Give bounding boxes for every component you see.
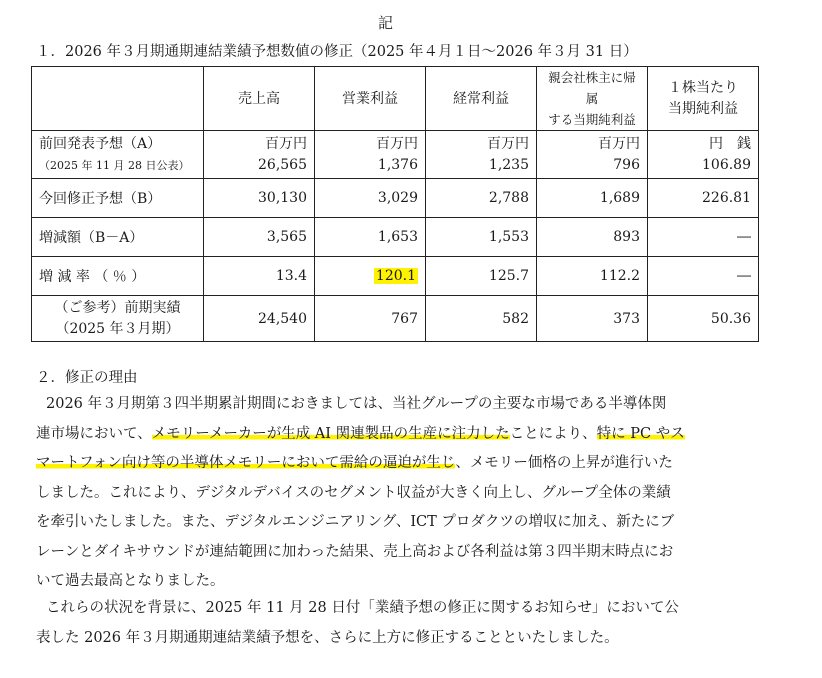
col-header-net-income-line2: する当期純利益 <box>548 112 636 127</box>
col-header-sales: 売上高 <box>204 67 315 131</box>
cell-chg-eps: ― <box>648 218 759 257</box>
cell-prev-eps <box>648 131 759 179</box>
col-header-net-income-line1: 親会社株主に帰属 <box>548 70 636 106</box>
paragraph-line: を牽引いたしました。また、デジタルエンジニアリング、ICT プロダクツの増収に加え、新たにブ <box>36 514 675 530</box>
cell-prior-sales: 24,540 <box>204 296 315 342</box>
col-header-operating-profit: 営業利益 <box>315 67 426 131</box>
unit-text: 百万円 <box>265 135 307 152</box>
unit-text: 円 銭 <box>709 135 751 152</box>
cell-rate-sales: 13.4 <box>204 257 315 296</box>
col-header-ordinary-profit: 経常利益 <box>426 67 537 131</box>
cell-rate-operating <box>315 257 426 296</box>
reason-paragraph <box>36 390 776 597</box>
row-label-prior-year <box>32 296 204 342</box>
unit-text: 百万円 <box>598 135 640 152</box>
highlighted-text: メモリーメーカーが生成 AI 関連製品の生産に注力した <box>151 425 510 442</box>
forecast-revision-table <box>31 66 759 342</box>
col-header-net-income <box>537 67 648 131</box>
cell-prior-net: 373 <box>537 296 648 342</box>
cell-chg-operating: 1,653 <box>315 218 426 257</box>
text-run: 、メモリー価格の上昇が進行いた <box>455 455 673 471</box>
cell-prev-operating <box>315 131 426 179</box>
col-header-eps-line2: 当期純利益 <box>668 100 738 117</box>
cell-chg-sales: 3,565 <box>204 218 315 257</box>
corner-cell <box>32 67 204 131</box>
row-label-text: 前回発表予想（A） <box>39 135 162 152</box>
cell-rev-net: 1,689 <box>537 179 648 218</box>
row-label-change-amount: 増減額（B－A） <box>32 218 204 257</box>
paragraph-line <box>36 449 776 479</box>
text-run: 連市場において、 <box>36 425 152 442</box>
cell-rev-ordinary: 2,788 <box>426 179 537 218</box>
cell-prior-ordinary: 582 <box>426 296 537 342</box>
highlighted-value: 120.1 <box>375 268 416 284</box>
paragraph-line: レーンとダイキサウンドが連結範囲に加わった結果、売上高および各利益は第３四半期末時点にお <box>36 543 674 560</box>
cell-prev-sales <box>204 131 315 179</box>
cell-chg-net: 893 <box>537 218 648 257</box>
closing-paragraph <box>36 594 776 653</box>
table-row-previous-forecast <box>32 131 759 179</box>
paragraph-line: いて過去最高となりました。 <box>36 573 225 589</box>
unit-text: 百万円 <box>487 135 529 152</box>
cell-prior-operating: 767 <box>315 296 426 342</box>
cell-rev-eps: 226.81 <box>648 179 759 218</box>
text-run: ことにより、 <box>509 425 597 442</box>
paragraph-line: 表した 2026 年３月期通期連結業績予想を、さらに上方に修正することといたしました。 <box>36 629 619 646</box>
cell-rev-operating: 3,029 <box>315 179 426 218</box>
value-text: 796 <box>613 156 640 173</box>
heading-ki: 記 <box>378 14 394 32</box>
paragraph-line: しました。これにより、デジタルデバイスのセグメント収益が大きく向上し、グループ全体の業績 <box>36 484 671 501</box>
table-header-row <box>32 67 759 131</box>
value-text: 1,235 <box>488 156 529 173</box>
table-row-change-amount <box>32 218 759 257</box>
col-header-eps <box>648 67 759 131</box>
row-label-text: （ご参考）前期実績 <box>54 299 181 316</box>
row-sublabel-text: （2025 年３月期） <box>55 320 180 337</box>
cell-chg-ordinary: 1,553 <box>426 218 537 257</box>
cell-prev-ordinary <box>426 131 537 179</box>
cell-rev-sales: 30,130 <box>204 179 315 218</box>
value-text: 106.89 <box>702 156 751 173</box>
highlighted-text: マートフォン向け等の半導体メモリーにおいて需給の逼迫が生じ <box>36 455 456 471</box>
section2-title: ２．修正の理由 <box>36 370 138 386</box>
unit-text: 百万円 <box>376 135 418 152</box>
value-text: 26,565 <box>258 156 307 173</box>
cell-rate-ordinary: 125.7 <box>426 257 537 296</box>
col-header-eps-line1: １株当たり <box>668 79 738 96</box>
value-text: 1,376 <box>377 156 418 173</box>
paragraph-line: これらの状況を背景に、2025 年 11 月 28 日付「業績予想の修正に関するお知らせ」において公 <box>46 600 679 616</box>
cell-rate-net: 112.2 <box>537 257 648 296</box>
table-row-revised-forecast <box>32 179 759 218</box>
row-sublabel-text: （2025 年 11 月 28 日公表） <box>39 158 190 172</box>
cell-prior-eps: 50.36 <box>648 296 759 342</box>
cell-prev-net <box>537 131 648 179</box>
section1-title: １．2026 年３月期通期連結業績予想数値の修正（2025 年４月１日～2026 年３月 31 日） <box>36 44 638 60</box>
table-row-prior-year-actual <box>32 296 759 342</box>
row-label-previous-forecast <box>32 131 204 179</box>
table-row-change-rate <box>32 257 759 296</box>
row-label-change-rate: 増 減 率 （ ％ ） <box>32 257 204 296</box>
row-label-revised-forecast: 今回修正予想（B） <box>32 179 204 218</box>
cell-rate-eps: ― <box>648 257 759 296</box>
paragraph-line: 2026 年３月期第３四半期累計期間におきましては、当社グループの主要な市場である半導体関 <box>46 396 667 412</box>
highlighted-text: 特に PC やス <box>596 425 685 442</box>
paragraph-line <box>36 420 776 450</box>
